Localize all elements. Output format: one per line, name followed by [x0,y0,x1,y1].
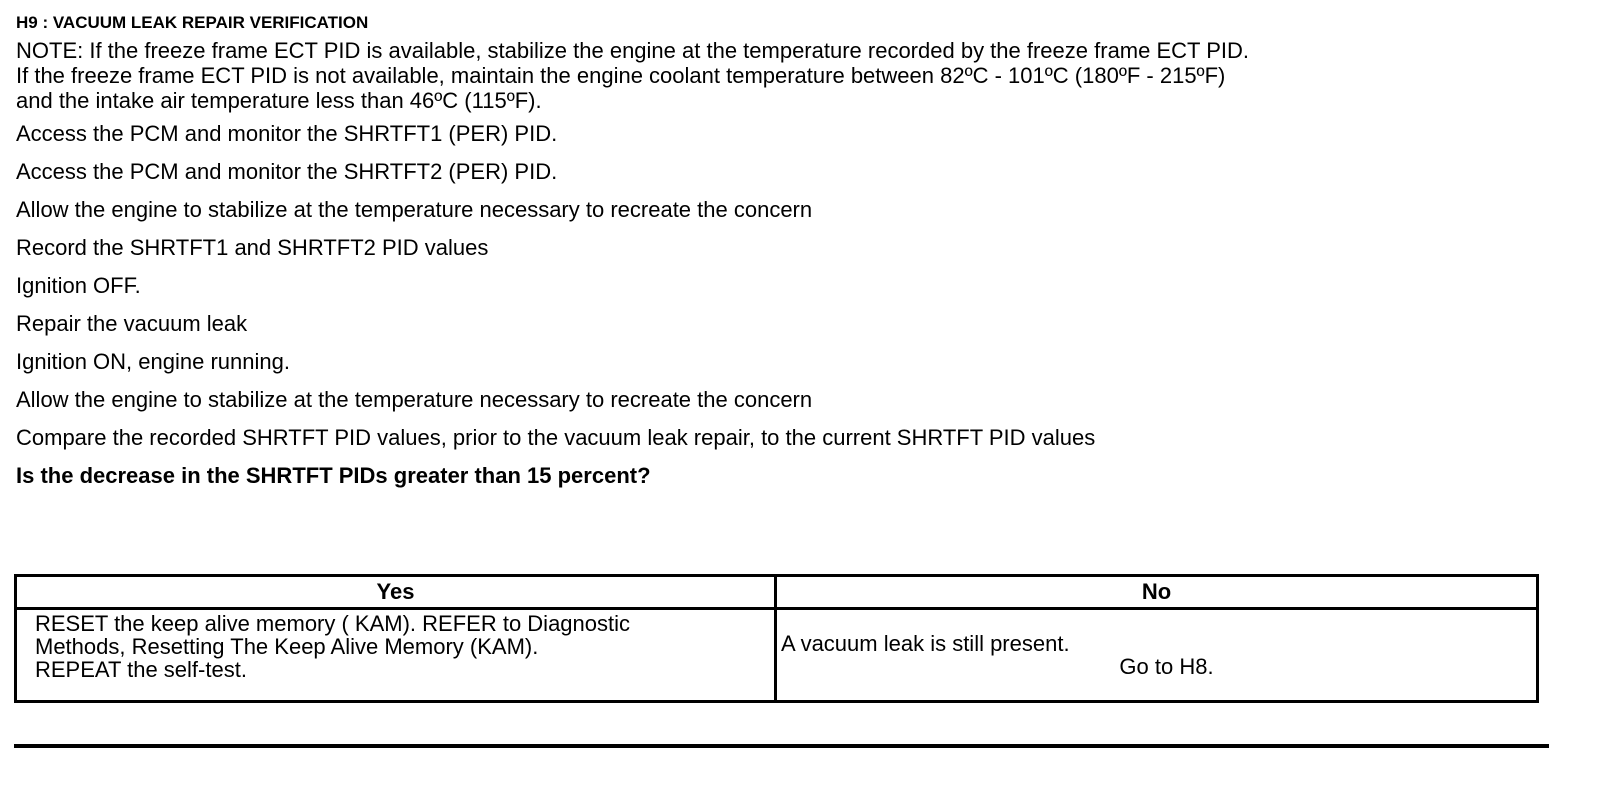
no-action-line: A vacuum leak is still present. [781,631,1070,656]
step-access-shrtft2: Access the PCM and monitor the SHRTFT2 (PER) PID. [16,159,558,184]
note-line: If the freeze frame ECT PID is not available, maintain the engine coolant temperature between 82ºC - 101ºC (180ºF - 215ºF) [16,63,1226,88]
step-access-shrtft1: Access the PCM and monitor the SHRTFT1 (PER) PID. [16,121,558,146]
no-action-cell [776,609,1538,702]
note-block [16,38,1586,113]
step-repair-leak: Repair the vacuum leak [16,311,248,336]
step-stabilize-engine: Allow the engine to stabilize at the temperature necessary to recreate the concern [16,197,813,222]
note-line: NOTE: If the freeze frame ECT PID is available, stabilize the engine at the temperature recorded by the freeze frame ECT PID. [16,38,1249,63]
bottom-divider [14,744,1549,748]
table-row [16,609,1538,702]
procedure-heading: H9 : VACUUM LEAK REPAIR VERIFICATION [16,13,369,32]
note-line: and the intake air temperature less than 46ºC (115ºF). [16,88,542,113]
yes-action-cell [16,609,776,702]
yes-action-line: Methods, Resetting The Keep Alive Memory (KAM). [35,634,539,659]
yes-action-line: RESET the keep alive memory ( KAM). REFER to Diagnostic [35,611,631,636]
procedure-page [16,12,1586,489]
step-ignition-off: Ignition OFF. [16,273,141,298]
yes-header: Yes [16,576,776,609]
step-stabilize-engine-again: Allow the engine to stabilize at the temperature necessary to recreate the concern [16,387,813,412]
step-record-values: Record the SHRTFT1 and SHRTFT2 PID values [16,235,489,260]
table-header-row [16,576,1538,609]
yes-action-line: REPEAT the self-test. [35,657,247,682]
decision-question: Is the decrease in the SHRTFT PIDs greater than 15 percent? [16,463,651,488]
step-ignition-on: Ignition ON, engine running. [16,349,290,374]
no-header: No [776,576,1538,609]
decision-table [14,574,1539,703]
step-compare-values: Compare the recorded SHRTFT PID values, prior to the vacuum leak repair, to the current SHRTFT PID values [16,425,1096,450]
goto-link[interactable]: Go to H8. [1119,654,1214,679]
